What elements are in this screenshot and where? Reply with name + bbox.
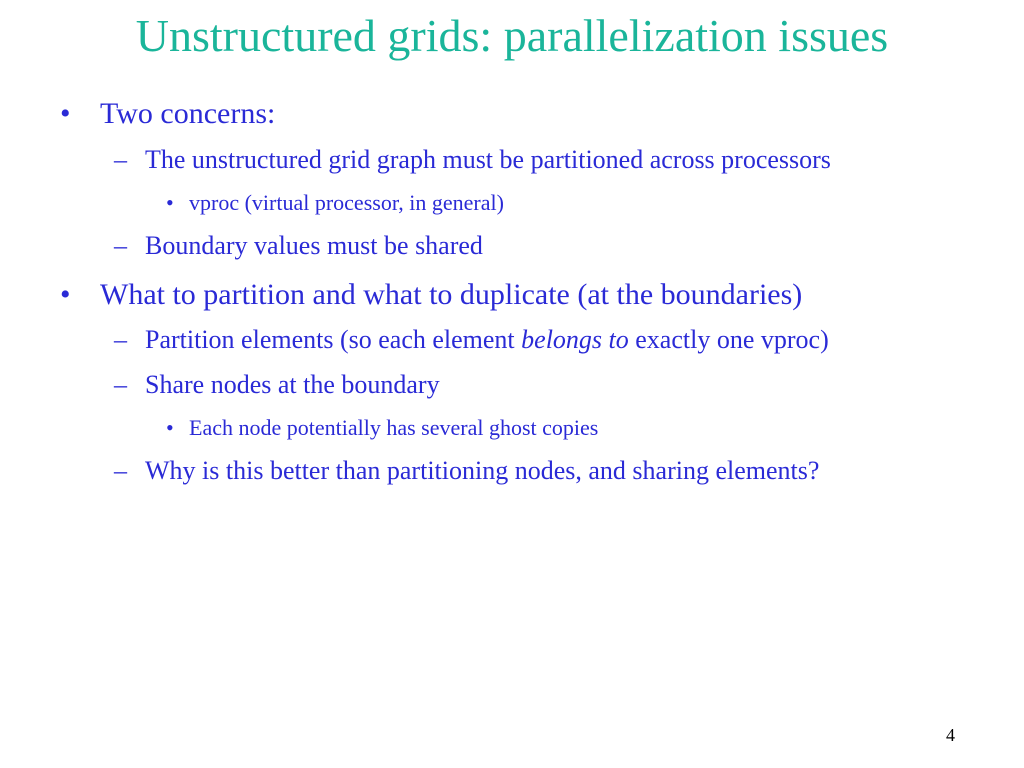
dash-marker: – [114,231,127,260]
bullet-2-1-text-start: Partition elements (so each element [145,325,522,354]
dash-marker: – [114,370,127,399]
bullet-marker: • [60,278,71,311]
bullet-2-text: What to partition and what to duplicate (at the boundaries) [100,278,803,311]
bullet-2-1-text [145,325,829,355]
bullet-marker-small: • [166,190,174,215]
bullet-1-1-text: The unstructured grid graph must be partitioned across processors [145,145,831,174]
page-number: 4 [946,725,955,745]
dash-marker: – [114,145,127,174]
bullet-marker: • [60,97,71,130]
bullet-marker-small: • [166,415,174,440]
dash-marker: – [114,456,127,485]
bullet-1-1-1-text: vproc (virtual processor, in general) [189,190,504,215]
bullet-1-2-text: Boundary values must be shared [145,231,483,260]
bullet-2-2-1-text: Each node potentially has several ghost copies [189,415,599,440]
bullet-2-1-text-end: exactly one vproc) [628,325,829,354]
bullet-2-3-text: Why is this better than partitioning nodes, and sharing elements? [145,456,820,485]
dash-marker: – [114,325,127,354]
bullet-2-1-text-emphasis: belongs to [521,325,629,354]
bullet-2-2-text: Share nodes at the boundary [145,370,440,399]
bullet-1-text: Two concerns: [100,97,276,130]
slide-title: Unstructured grids: parallelization issues [135,10,889,61]
